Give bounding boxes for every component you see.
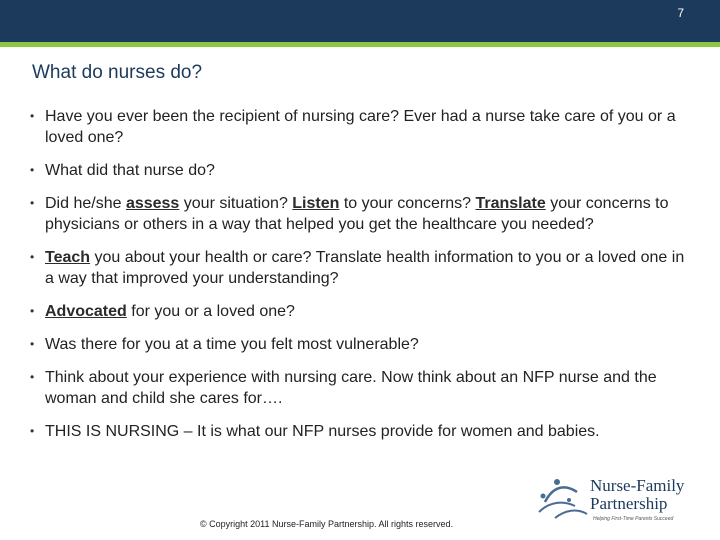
logo-wordmark-line1: Nurse-Family [590,476,685,495]
emphasized-keyword: Translate [475,195,546,212]
slide-number: 7 [677,6,684,20]
bullet-marker: • [30,163,35,177]
bullet-item [30,421,695,442]
header-bar [0,0,720,42]
bullet-item [30,334,695,355]
bullet-text: your concerns to physicians or others in a way that helped you get the healthcare you needed? [45,195,669,233]
bullet-item [30,193,695,235]
bullet-text: you about your health or care? Translate health information to you or a loved one in a way that improved your understanding? [45,249,685,287]
nfp-logo [535,472,695,526]
header-accent-stripe [0,42,720,47]
slide-title: What do nurses do? [32,62,203,83]
bullet-text: Was there for you at a time you felt most vulnerable? [45,336,419,353]
bullet-text: Did he/she [45,195,126,212]
bullet-text: Have you ever been the recipient of nursing care? Ever had a nurse take care of you or a loved one? [45,108,676,146]
emphasized-keyword: assess [125,195,180,212]
bullet-text: What did that nurse do? [45,162,215,179]
copyright-notice: © Copyright 2011 Nurse-Family Partnership. All rights reserved. [200,519,454,529]
bullet-text: for you or a loved one? [126,303,295,320]
bullet-item [30,106,695,148]
bullet-list [30,106,695,454]
bullet-marker: • [30,424,35,438]
bullet-marker: • [30,337,35,351]
emphasized-keyword: Teach [45,249,91,266]
emphasized-keyword: Listen [292,195,340,212]
nurse-family-figures-icon [535,472,595,526]
bullet-marker: • [30,109,35,123]
bullet-marker: • [30,304,35,318]
bullet-text: to your concerns? [339,195,476,212]
bullet-text: THIS IS NURSING – It is what our NFP nurses provide for women and babies. [45,423,600,440]
logo-tagline: Helping First-Time Parents Succeed [593,516,674,522]
bullet-text: Think about your experience with nursing care. Now think about an NFP nurse and the woman and child she cares for…. [45,369,657,407]
bullet-marker: • [30,250,35,264]
logo-wordmark-line2: Partnership [590,494,668,513]
emphasized-keyword: Advocated [45,303,127,320]
bullet-item [30,301,695,322]
bullet-item [30,247,695,289]
bullet-item [30,160,695,181]
bullet-text: your situation? [179,195,293,212]
bullet-item [30,367,695,409]
bullet-marker: • [30,196,35,210]
bullet-marker: • [30,370,35,384]
